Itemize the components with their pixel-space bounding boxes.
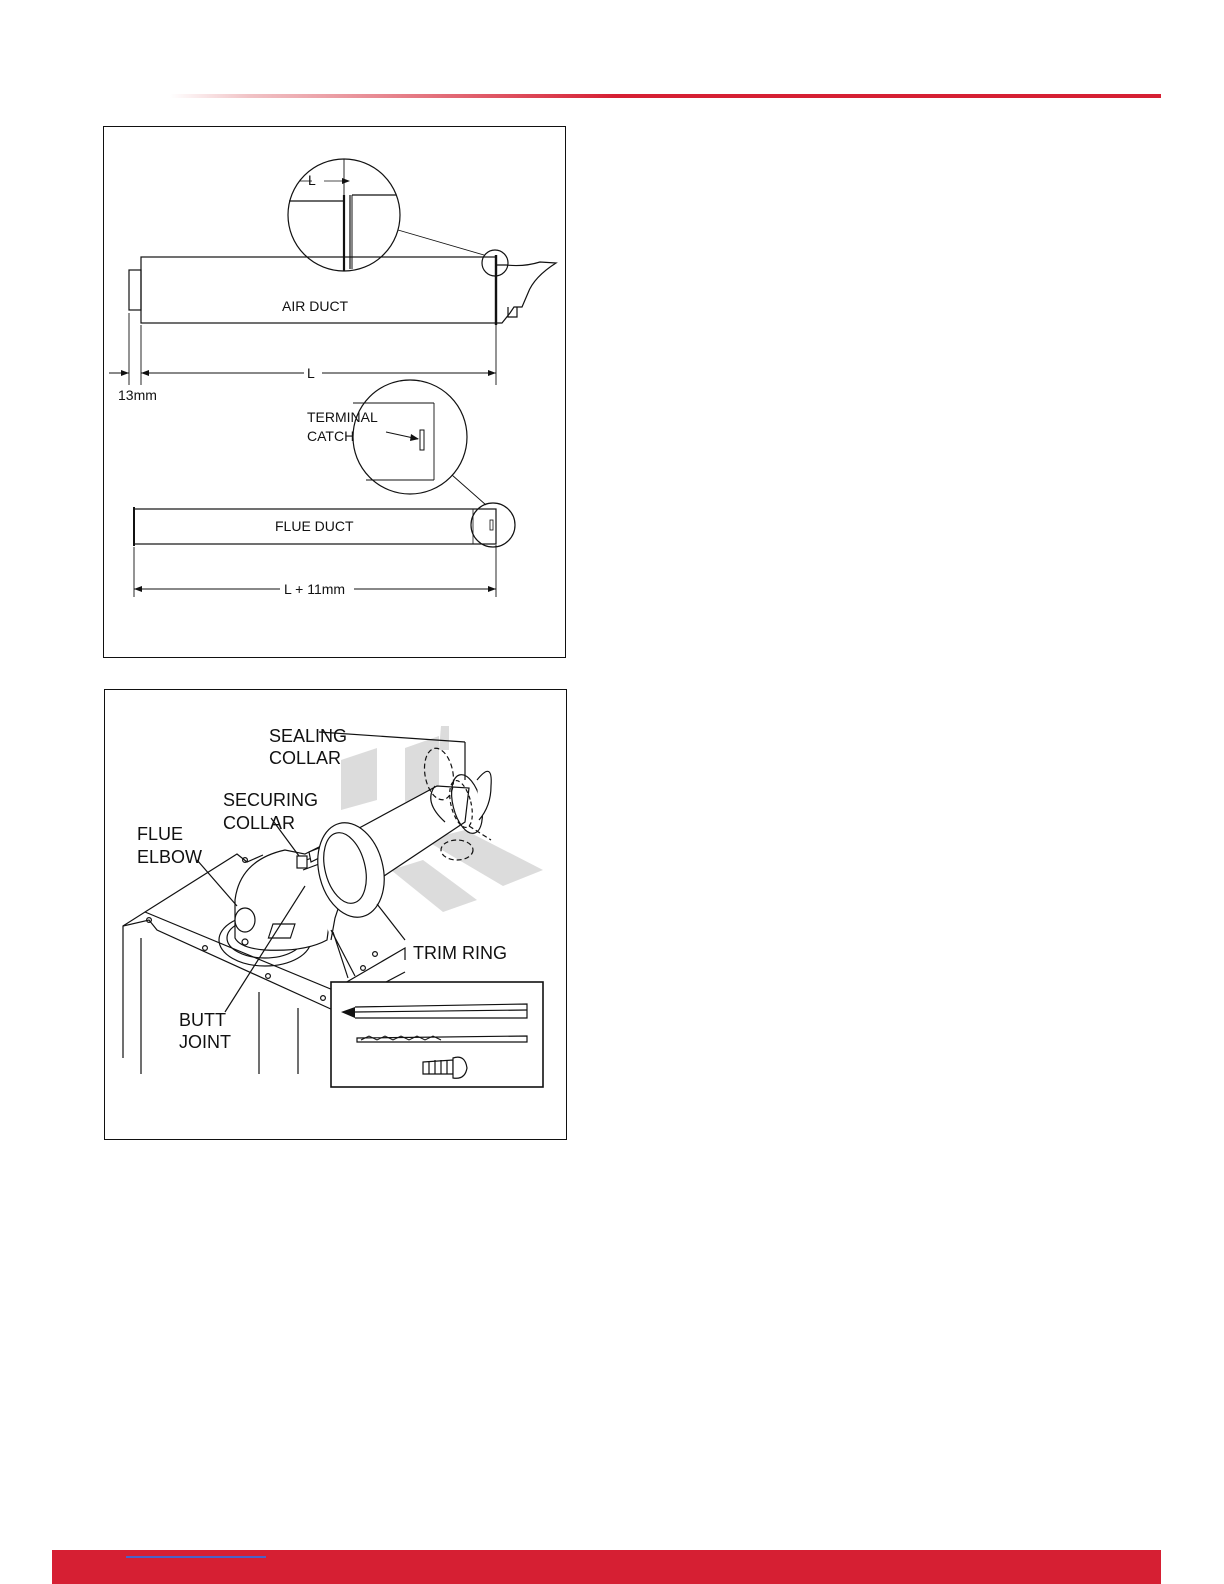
flue-assembly-drawing <box>105 690 568 1141</box>
flue-elbow-label-2: ELBOW <box>137 847 203 867</box>
terminal-catch-label-2: CATCH <box>307 428 355 444</box>
detail-length-label: L <box>308 172 316 188</box>
offset-label: 13mm <box>118 387 157 403</box>
terminal-catch-label-1: TERMINAL <box>307 409 378 425</box>
sealing-collar-label-2: COLLAR <box>269 748 342 768</box>
securing-collar-label-1: SECURING <box>223 790 319 810</box>
flue-duct-label: FLUE DUCT <box>275 518 354 534</box>
sealing-collar-label-1: SEALING <box>269 726 348 746</box>
tools-inset <box>331 982 543 1087</box>
air-flue-duct-diagram <box>103 126 566 658</box>
butt-joint-label-2: JOINT <box>179 1032 231 1052</box>
length-label: L <box>307 365 315 381</box>
duct-dimension-drawing <box>104 127 567 659</box>
air-duct-label: AIR DUCT <box>282 298 349 314</box>
trim-ring-label: TRIM RING <box>413 943 507 963</box>
butt-joint-label-1: BUTT <box>179 1010 226 1030</box>
header-rule <box>170 94 1161 98</box>
flue-assembly-diagram <box>104 689 567 1140</box>
flue-elbow-label-1: FLUE <box>137 824 184 844</box>
securing-collar-label-2: COLLAR <box>223 813 296 833</box>
footer-link-underline[interactable] <box>126 1556 266 1558</box>
flue-length-label: L + 11mm <box>284 581 346 597</box>
footer-bar <box>52 1550 1161 1584</box>
